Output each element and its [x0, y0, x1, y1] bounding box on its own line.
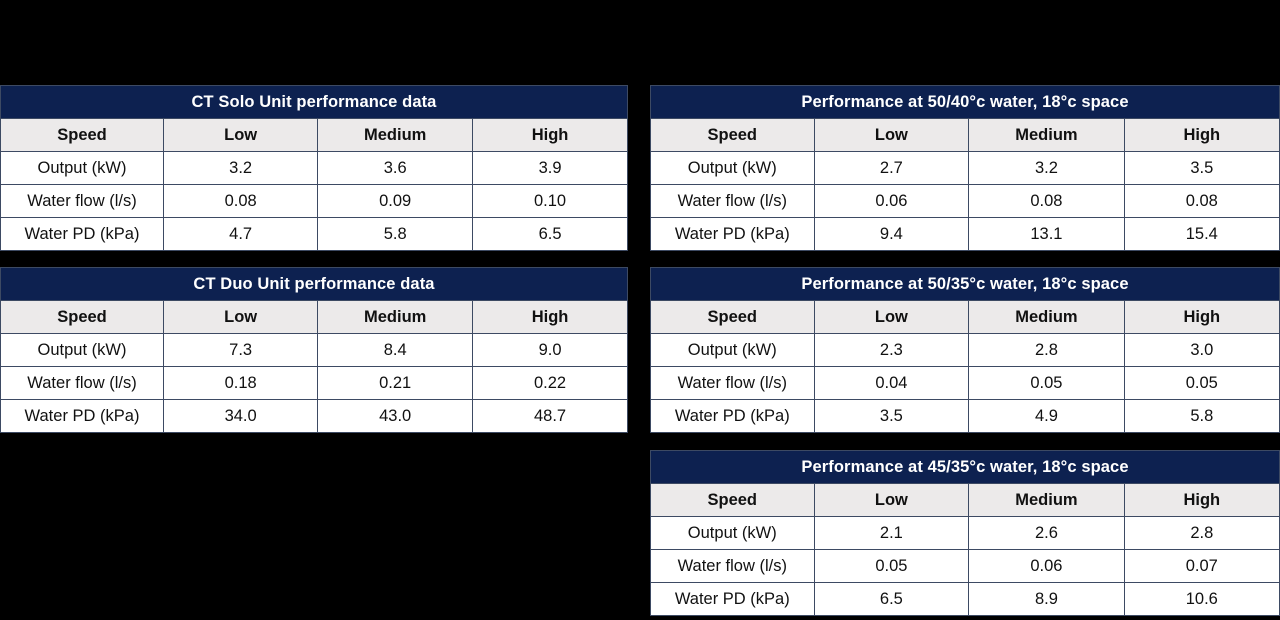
table-row — [1, 334, 628, 367]
table-header-row — [651, 119, 1280, 152]
table-cell: 0.06 — [814, 185, 969, 218]
column-header-high: High — [473, 119, 628, 152]
column-header-low: Low — [164, 119, 318, 152]
table-performance-50-40-water-18-space — [650, 85, 1280, 251]
column-header-speed: Speed — [1, 119, 164, 152]
table-title-row — [1, 86, 628, 119]
column-header-high: High — [1124, 119, 1279, 152]
table-performance-45-35-water-18-space — [650, 450, 1280, 616]
table-row — [651, 367, 1280, 400]
table-title: CT Solo Unit performance data — [1, 86, 628, 119]
performance-table — [650, 450, 1280, 616]
table-row — [1, 218, 628, 251]
table-cell: 3.2 — [969, 152, 1124, 185]
row-label: Water flow (l/s) — [651, 367, 815, 400]
table-row — [1, 367, 628, 400]
column-header-low: Low — [814, 484, 969, 517]
table-title-row — [1, 268, 628, 301]
table-cell: 2.6 — [969, 517, 1124, 550]
table-title: CT Duo Unit performance data — [1, 268, 628, 301]
table-cell: 5.8 — [1124, 400, 1279, 433]
table-row — [651, 218, 1280, 251]
performance-table — [650, 267, 1280, 433]
row-label: Water PD (kPa) — [1, 400, 164, 433]
row-label: Water flow (l/s) — [651, 550, 815, 583]
column-header-medium: Medium — [318, 301, 473, 334]
column-header-low: Low — [814, 119, 969, 152]
table-cell: 3.5 — [1124, 152, 1279, 185]
table-row — [651, 583, 1280, 616]
table-title-row — [651, 451, 1280, 484]
table-cell: 2.1 — [814, 517, 969, 550]
table-header-row — [1, 119, 628, 152]
table-cell: 15.4 — [1124, 218, 1279, 251]
column-header-speed: Speed — [651, 301, 815, 334]
row-label: Water flow (l/s) — [1, 185, 164, 218]
table-cell: 0.22 — [473, 367, 628, 400]
table-cell: 3.2 — [164, 152, 318, 185]
column-header-medium: Medium — [969, 484, 1124, 517]
table-row — [1, 152, 628, 185]
table-title: Performance at 50/40°c water, 18°c space — [651, 86, 1280, 119]
table-cell: 43.0 — [318, 400, 473, 433]
table-cell: 0.08 — [969, 185, 1124, 218]
table-cell: 2.8 — [969, 334, 1124, 367]
table-cell: 0.04 — [814, 367, 969, 400]
column-header-speed: Speed — [651, 484, 815, 517]
table-cell: 3.0 — [1124, 334, 1279, 367]
table-cell: 6.5 — [814, 583, 969, 616]
table-cell: 0.06 — [969, 550, 1124, 583]
table-cell: 4.7 — [164, 218, 318, 251]
table-performance-50-35-water-18-space — [650, 267, 1280, 433]
performance-table — [0, 85, 628, 251]
table-cell: 2.3 — [814, 334, 969, 367]
table-row — [651, 185, 1280, 218]
row-label: Output (kW) — [651, 517, 815, 550]
table-cell: 34.0 — [164, 400, 318, 433]
table-cell: 13.1 — [969, 218, 1124, 251]
table-cell: 0.07 — [1124, 550, 1279, 583]
table-cell: 2.7 — [814, 152, 969, 185]
table-row — [1, 185, 628, 218]
table-cell: 0.18 — [164, 367, 318, 400]
table-header-row — [1, 301, 628, 334]
table-cell: 0.10 — [473, 185, 628, 218]
table-cell: 5.8 — [318, 218, 473, 251]
row-label: Water flow (l/s) — [651, 185, 815, 218]
table-cell: 8.9 — [969, 583, 1124, 616]
table-row — [651, 400, 1280, 433]
table-row — [651, 550, 1280, 583]
table-cell: 10.6 — [1124, 583, 1279, 616]
table-title-row — [651, 268, 1280, 301]
row-label: Water PD (kPa) — [651, 218, 815, 251]
table-header-row — [651, 484, 1280, 517]
table-cell: 7.3 — [164, 334, 318, 367]
table-row — [651, 152, 1280, 185]
table-ct-duo-unit-performance-data — [0, 267, 628, 433]
column-header-low: Low — [164, 301, 318, 334]
table-cell: 0.05 — [1124, 367, 1279, 400]
column-header-high: High — [473, 301, 628, 334]
table-cell: 0.08 — [1124, 185, 1279, 218]
column-header-high: High — [1124, 301, 1279, 334]
row-label: Output (kW) — [651, 152, 815, 185]
column-header-medium: Medium — [969, 119, 1124, 152]
table-cell: 2.8 — [1124, 517, 1279, 550]
table-cell: 8.4 — [318, 334, 473, 367]
column-header-medium: Medium — [969, 301, 1124, 334]
table-title: Performance at 50/35°c water, 18°c space — [651, 268, 1280, 301]
row-label: Water PD (kPa) — [651, 400, 815, 433]
performance-table — [650, 85, 1280, 251]
performance-table — [0, 267, 628, 433]
table-cell: 0.21 — [318, 367, 473, 400]
column-header-low: Low — [814, 301, 969, 334]
row-label: Output (kW) — [1, 152, 164, 185]
table-cell: 48.7 — [473, 400, 628, 433]
table-cell: 3.5 — [814, 400, 969, 433]
table-ct-solo-unit-performance-data — [0, 85, 628, 251]
table-row — [651, 334, 1280, 367]
column-header-medium: Medium — [318, 119, 473, 152]
row-label: Output (kW) — [651, 334, 815, 367]
table-cell: 0.05 — [969, 367, 1124, 400]
table-title-row — [651, 86, 1280, 119]
column-header-speed: Speed — [651, 119, 815, 152]
table-cell: 3.9 — [473, 152, 628, 185]
row-label: Output (kW) — [1, 334, 164, 367]
table-row — [1, 400, 628, 433]
table-cell: 0.08 — [164, 185, 318, 218]
table-row — [651, 517, 1280, 550]
table-cell: 9.4 — [814, 218, 969, 251]
table-title: Performance at 45/35°c water, 18°c space — [651, 451, 1280, 484]
column-header-speed: Speed — [1, 301, 164, 334]
table-cell: 0.05 — [814, 550, 969, 583]
row-label: Water PD (kPa) — [651, 583, 815, 616]
table-cell: 6.5 — [473, 218, 628, 251]
row-label: Water PD (kPa) — [1, 218, 164, 251]
table-cell: 3.6 — [318, 152, 473, 185]
table-cell: 4.9 — [969, 400, 1124, 433]
table-cell: 0.09 — [318, 185, 473, 218]
column-header-high: High — [1124, 484, 1279, 517]
row-label: Water flow (l/s) — [1, 367, 164, 400]
table-cell: 9.0 — [473, 334, 628, 367]
table-header-row — [651, 301, 1280, 334]
